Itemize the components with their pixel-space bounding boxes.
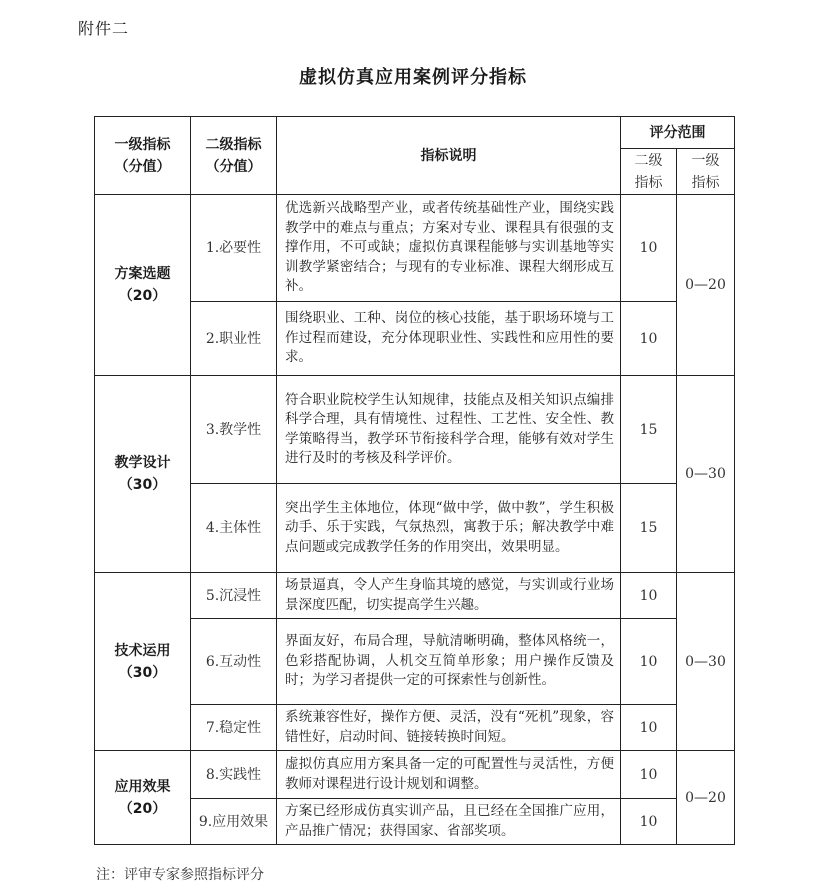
level2-label: 4.主体性	[191, 484, 277, 573]
header-description: 指标说明	[277, 117, 621, 195]
level1-points: （30）	[118, 664, 167, 681]
level1-name: 应用效果	[114, 778, 171, 795]
table-row	[95, 799, 735, 845]
attachment-label: 附件二	[78, 19, 130, 38]
level1-cell	[95, 573, 191, 751]
level2-score: 10	[621, 705, 677, 751]
level2-score: 10	[621, 799, 677, 845]
document-title: 虚拟仿真应用案例评分指标	[299, 67, 527, 88]
footnote: 注：评审专家参照指标评分	[96, 867, 264, 883]
level2-score: 10	[621, 751, 677, 799]
level2-label: 7.稳定性	[191, 705, 277, 751]
scoring-table	[94, 116, 735, 845]
indicator-description: 符合职业院校学生认知规律，技能点及相关知识点编排科学合理，具有情境性、过程性、工艺性、安全性、教学策略得当，教学环节衔接科学合理，能够有效对学生进行及时的考核及科学评价。	[277, 376, 621, 484]
header-level2	[191, 117, 277, 195]
indicator-description: 方案已经形成仿真实训产品，且已经在全国推广应用，产品推广情况；获得国家、省部奖项。	[277, 799, 621, 845]
indicator-description: 系统兼容性好，操作方便、灵活，没有“死机”现象，容错性好，启动时间、链接转换时间短。	[277, 705, 621, 751]
header-score-level2	[621, 149, 677, 195]
header-level1	[95, 117, 191, 195]
header-score-level2-line1: 二级	[634, 152, 663, 169]
level1-range: 0—20	[677, 195, 735, 376]
level1-points: （20）	[118, 800, 167, 817]
level1-name: 技术运用	[114, 642, 171, 659]
level2-label: 9.应用效果	[191, 799, 277, 845]
header-score-level1-line1: 一级	[691, 152, 720, 169]
level2-label: 1.必要性	[191, 195, 277, 302]
header-score-range: 评分范围	[621, 117, 735, 149]
table-row	[95, 705, 735, 751]
table-row	[95, 302, 735, 376]
level2-label: 6.互动性	[191, 619, 277, 705]
indicator-description: 优选新兴战略型产业，或者传统基础性产业，围绕实践教学中的难点与重点；方案对专业、课程具有很强的支撑作用，不可或缺；虚拟仿真课程能够与实训基地等实训教学紧密结合；与现有的专业标准、课程大纲形成互补。	[277, 195, 621, 302]
header-level1-points: （分值）	[114, 158, 171, 175]
level1-range: 0—30	[677, 573, 735, 751]
table-row	[95, 573, 735, 619]
level2-score: 15	[621, 376, 677, 484]
level2-label: 8.实践性	[191, 751, 277, 799]
level1-range: 0—30	[677, 376, 735, 573]
level1-cell	[95, 195, 191, 376]
level1-cell	[95, 376, 191, 573]
level1-name: 教学设计	[114, 455, 171, 471]
table-row	[95, 484, 735, 573]
table-row	[95, 619, 735, 705]
header-score-level1	[677, 149, 735, 195]
level2-label: 2.职业性	[191, 302, 277, 376]
level2-score: 10	[621, 619, 677, 705]
level1-cell	[95, 751, 191, 845]
indicator-description: 围绕职业、工种、岗位的核心技能，基于职场环境与工作过程而建设，充分体现职业性、实践性和应用性的要求。	[277, 302, 621, 376]
level2-score: 10	[621, 195, 677, 302]
table-row	[95, 376, 735, 484]
table-row	[95, 751, 735, 799]
level1-points: （20）	[118, 288, 167, 304]
level1-points: （30）	[118, 477, 167, 493]
header-level2-points: （分值）	[205, 158, 262, 175]
level2-label: 3.教学性	[191, 376, 277, 484]
header-score-level2-line2: 指标	[634, 174, 663, 191]
table-row	[95, 195, 735, 302]
indicator-description: 虚拟仿真应用方案具备一定的可配置性与灵活性，方便教师对课程进行设计规划和调整。	[277, 751, 621, 799]
header-level2-name: 二级指标	[205, 136, 262, 153]
indicator-description: 界面友好，布局合理，导航清晰明确，整体风格统一，色彩搭配协调，人机交互简单形象；用户操作反馈及时；为学习者提供一定的可探索性与创新性。	[277, 619, 621, 705]
indicator-description: 突出学生主体地位，体现“做中学，做中教”，学生积极动手、乐于实践，气氛热烈，寓教于乐；解决教学中难点问题或完成教学任务的作用突出，效果明显。	[277, 484, 621, 573]
level1-name: 方案选题	[114, 266, 171, 282]
header-level1-name: 一级指标	[114, 136, 171, 153]
indicator-description: 场景逼真，令人产生身临其境的感觉，与实训或行业场景深度匹配，切实提高学生兴趣。	[277, 573, 621, 619]
level2-score: 10	[621, 573, 677, 619]
level2-label: 5.沉浸性	[191, 573, 277, 619]
header-score-level1-line2: 指标	[691, 174, 720, 191]
level1-range: 0—20	[677, 751, 735, 845]
level2-score: 15	[621, 484, 677, 573]
level2-score: 10	[621, 302, 677, 376]
